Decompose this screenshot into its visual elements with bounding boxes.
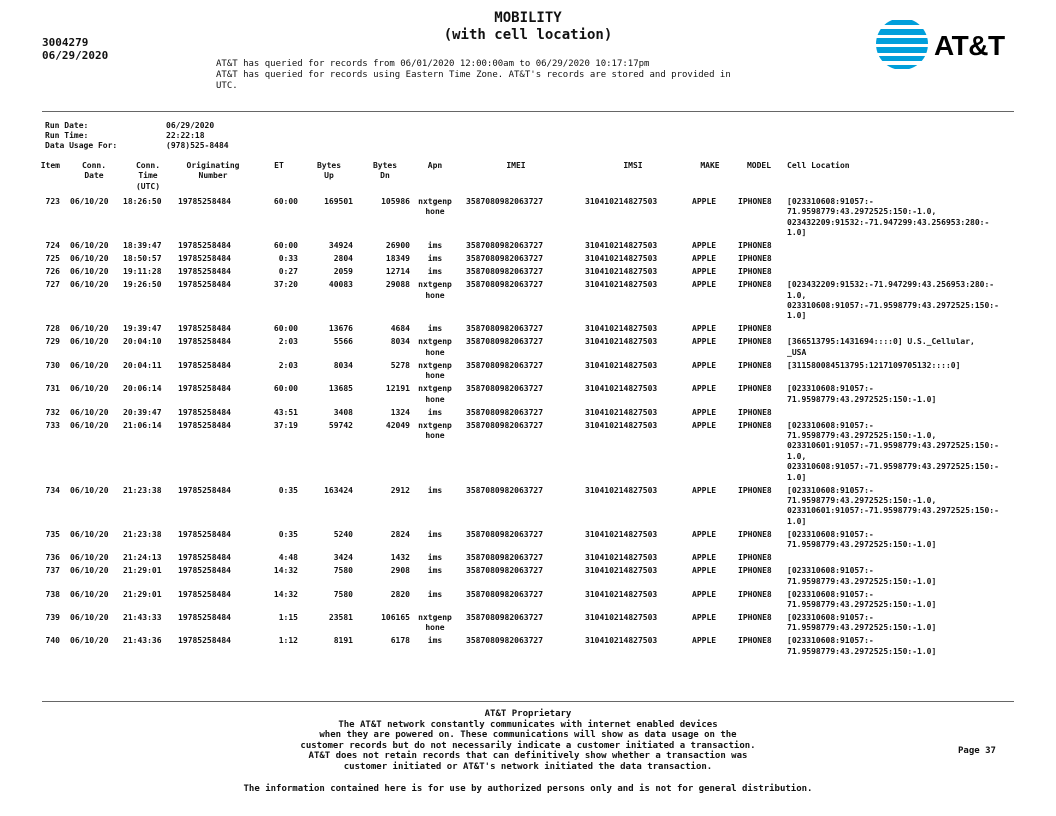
row-item: 726: [45, 267, 60, 277]
table-row: [0, 197, 1056, 241]
row-originating: 19785258484: [178, 420, 231, 430]
row-model: IPHONE8: [738, 553, 772, 563]
row-imsi: 310410214827503: [585, 566, 658, 576]
row-apn: ims: [427, 636, 443, 646]
globe-stripes: [874, 20, 930, 69]
row-originating: 19785258484: [178, 589, 231, 599]
row-imei: 3587080982063727: [466, 360, 544, 370]
row-cell-location: [023432209:91532:-71.947299:43.256953:280:- 1.0, 023310608:91057:-71.9598779:43.2972525:150:- 1.0]: [787, 280, 999, 321]
table-row: [0, 636, 1056, 659]
row-conn-time: 21:06:14: [123, 420, 162, 430]
run-time-value: 22:22:18: [166, 131, 205, 140]
row-apn: ims: [427, 324, 443, 334]
footer-line-1: The AT&T network constantly communicates with internet enabled devices: [338, 719, 718, 730]
row-conn-date: 06/10/20: [70, 529, 109, 539]
row-originating: 19785258484: [178, 407, 231, 417]
row-originating: 19785258484: [178, 636, 231, 646]
row-item: 729: [45, 337, 60, 347]
row-bytes-up: 34924: [328, 241, 353, 251]
table-row: [0, 384, 1056, 407]
run-date-label: Run Date:: [45, 121, 89, 130]
row-originating: 19785258484: [178, 566, 231, 576]
row-et: 0:35: [278, 485, 298, 495]
row-conn-date: 06/10/20: [70, 420, 109, 430]
row-bytes-up: 8191: [333, 636, 353, 646]
row-imsi: 310410214827503: [585, 589, 658, 599]
row-apn: ims: [427, 589, 443, 599]
row-make: APPLE: [692, 267, 717, 277]
row-item: 728: [45, 324, 60, 334]
row-bytes-up: 2059: [333, 267, 353, 277]
row-conn-date: 06/10/20: [70, 384, 109, 394]
row-make: APPLE: [692, 197, 717, 206]
row-originating: 19785258484: [178, 280, 231, 290]
row-et: 60:00: [273, 384, 298, 394]
row-cell-location: [023310608:91057:- 71.9598779:43.2972525:150:-1.0, 023310601:91057:-71.9598779:43.2972525:150:- 1.0, 023310608:91057:-71.9598779:43.2972525:150:- 1.0]: [787, 420, 999, 482]
row-make: APPLE: [692, 407, 717, 417]
row-imsi: 310410214827503: [585, 636, 658, 646]
row-bytes-up: 7580: [333, 566, 353, 576]
row-imei: 3587080982063727: [466, 612, 544, 622]
row-conn-time: 20:06:14: [123, 384, 162, 394]
row-apn: ims: [427, 241, 443, 251]
row-conn-date: 06/10/20: [70, 241, 109, 251]
row-apn: ims: [427, 485, 443, 495]
title-line-2: (with cell location): [443, 27, 613, 43]
header-divider: [42, 111, 1014, 112]
row-imsi: 310410214827503: [585, 553, 658, 563]
row-originating: 19785258484: [178, 612, 231, 622]
row-imei: 3587080982063727: [466, 337, 544, 347]
col-bytes-up: Bytes Up: [316, 161, 342, 181]
row-item: 740: [45, 636, 60, 646]
footer-line-5: customer initiated or AT&T's network initiated the data transaction.: [343, 761, 713, 772]
row-model: IPHONE8: [738, 280, 772, 290]
row-imsi: 310410214827503: [585, 485, 658, 495]
row-item: 737: [45, 566, 60, 576]
row-make: APPLE: [692, 241, 717, 251]
row-model: IPHONE8: [738, 589, 772, 599]
row-conn-time: 18:39:47: [123, 241, 162, 251]
table-row: [0, 566, 1056, 589]
row-item: 733: [45, 420, 60, 430]
row-item: 724: [45, 241, 60, 251]
table-row: [0, 421, 1056, 486]
row-make: APPLE: [692, 589, 717, 599]
row-bytes-dn: 26900: [385, 241, 410, 251]
globe-stripe: [874, 47, 930, 53]
row-originating: 19785258484: [178, 337, 231, 347]
row-bytes-up: 59742: [328, 420, 353, 430]
table-row: [0, 337, 1056, 360]
row-imei: 3587080982063727: [466, 241, 544, 251]
table-row: [0, 361, 1056, 384]
row-bytes-dn: 1432: [390, 553, 410, 563]
footer-proprietary: AT&T Proprietary: [484, 709, 572, 719]
row-imei: 3587080982063727: [466, 420, 544, 430]
row-imsi: 310410214827503: [585, 407, 658, 417]
row-originating: 19785258484: [178, 529, 231, 539]
row-conn-time: 20:04:10: [123, 337, 162, 347]
row-imei: 3587080982063727: [466, 589, 544, 599]
row-model: IPHONE8: [738, 636, 772, 646]
row-item: 734: [45, 485, 60, 495]
col-conn-time: Conn. Time (UTC): [135, 161, 161, 191]
row-cell-location: [023310608:91057:- 71.9598779:43.2972525:150:-1.0]: [787, 384, 937, 404]
row-conn-time: 21:23:38: [123, 529, 162, 539]
row-conn-time: 18:50:57: [123, 254, 162, 264]
row-bytes-dn: 2820: [390, 589, 410, 599]
globe-stripe: [874, 65, 930, 69]
footer-line-4: AT&T does not retain records that can definitively show whether a transaction was: [308, 751, 748, 762]
row-make: APPLE: [692, 420, 717, 430]
row-model: IPHONE8: [738, 485, 772, 495]
row-conn-time: 21:43:36: [123, 636, 162, 646]
table-row: [0, 613, 1056, 636]
row-originating: 19785258484: [178, 553, 231, 563]
row-imsi: 310410214827503: [585, 280, 658, 290]
row-apn: nxtgenp hone: [418, 337, 452, 357]
account-number: 3004279: [42, 36, 89, 49]
table-row: [0, 267, 1056, 280]
row-et: 60:00: [273, 241, 298, 251]
row-bytes-up: 7580: [333, 589, 353, 599]
query-line-1: AT&T has queried for records from 06/01/2020 12:00:00am to 06/29/2020 10:17:17pm: [216, 59, 650, 69]
col-apn: Apn: [427, 161, 443, 170]
table-row: [0, 241, 1056, 254]
col-make: MAKE: [700, 161, 720, 170]
row-model: IPHONE8: [738, 360, 772, 370]
row-bytes-up: 169501: [324, 197, 353, 206]
row-conn-time: 20:04:11: [123, 360, 162, 370]
row-apn: ims: [427, 254, 443, 264]
row-et: 0:33: [278, 254, 298, 264]
row-cell-location: [023310608:91057:- 71.9598779:43.2972525:150:-1.0]: [787, 636, 937, 656]
row-imei: 3587080982063727: [466, 197, 544, 206]
row-conn-date: 06/10/20: [70, 280, 109, 290]
row-bytes-dn: 2912: [390, 485, 410, 495]
row-et: 14:32: [273, 566, 298, 576]
row-imei: 3587080982063727: [466, 280, 544, 290]
row-et: 43:51: [273, 407, 298, 417]
row-bytes-up: 40083: [328, 280, 353, 290]
row-imsi: 310410214827503: [585, 612, 658, 622]
row-imei: 3587080982063727: [466, 636, 544, 646]
row-item: 735: [45, 529, 60, 539]
account-block: [42, 36, 108, 62]
run-date-value: 06/29/2020: [166, 121, 215, 130]
row-apn: ims: [427, 553, 443, 563]
row-bytes-dn: 106165: [381, 612, 410, 622]
col-item: Item: [40, 161, 60, 170]
row-make: APPLE: [692, 384, 717, 394]
table-row: [0, 324, 1056, 337]
row-imei: 3587080982063727: [466, 254, 544, 264]
row-conn-date: 06/10/20: [70, 324, 109, 334]
footer-line-3: customer records but do not necessarily indicate a customer initiated a transaction.: [300, 740, 756, 751]
row-et: 37:19: [273, 420, 298, 430]
col-imsi: IMSI: [623, 161, 643, 170]
table-row: [0, 590, 1056, 613]
row-apn: nxtgenp hone: [418, 197, 452, 217]
footer-notice: [0, 709, 1056, 773]
row-et: 1:12: [278, 636, 298, 646]
row-conn-date: 06/10/20: [70, 485, 109, 495]
row-originating: 19785258484: [178, 384, 231, 394]
row-apn: nxtgenp hone: [418, 612, 452, 633]
row-cell-location: [023310608:91057:- 71.9598779:43.2972525:150:-1.0]: [787, 529, 937, 550]
row-et: 2:03: [278, 360, 298, 370]
row-conn-date: 06/10/20: [70, 197, 109, 206]
row-cell-location: [311580084513795:1217109705132::::0]: [787, 360, 961, 370]
row-model: IPHONE8: [738, 384, 772, 394]
row-imei: 3587080982063727: [466, 553, 544, 563]
row-make: APPLE: [692, 636, 717, 646]
row-bytes-dn: 12191: [385, 384, 410, 394]
globe-stripe: [874, 56, 930, 61]
row-imsi: 310410214827503: [585, 241, 658, 251]
row-conn-time: 21:29:01: [123, 566, 162, 576]
row-conn-date: 06/10/20: [70, 267, 109, 277]
row-apn: ims: [427, 566, 443, 576]
row-et: 4:48: [278, 553, 298, 563]
row-imsi: 310410214827503: [585, 197, 658, 206]
row-conn-time: 19:26:50: [123, 280, 162, 290]
row-item: 736: [45, 553, 60, 563]
row-originating: 19785258484: [178, 254, 231, 264]
globe-stripe: [874, 38, 930, 44]
row-model: IPHONE8: [738, 566, 772, 576]
row-originating: 19785258484: [178, 485, 231, 495]
row-model: IPHONE8: [738, 337, 772, 347]
row-bytes-dn: 18349: [385, 254, 410, 264]
table-row: [0, 408, 1056, 421]
row-bytes-dn: 6178: [390, 636, 410, 646]
row-apn: nxtgenp hone: [418, 384, 452, 404]
row-model: IPHONE8: [738, 267, 772, 277]
footer-divider: [42, 701, 1014, 702]
col-bytes-dn: Bytes Dn: [372, 161, 398, 181]
row-bytes-dn: 2824: [390, 529, 410, 539]
row-make: APPLE: [692, 280, 717, 290]
row-make: APPLE: [692, 254, 717, 264]
att-logo: [870, 16, 1020, 76]
row-et: 60:00: [273, 324, 298, 334]
row-imsi: 310410214827503: [585, 420, 658, 430]
page-number: Page 37: [958, 746, 996, 756]
row-make: APPLE: [692, 324, 717, 334]
table-row: [0, 280, 1056, 324]
row-item: 731: [45, 384, 60, 394]
footer-line-2: when they are powered on. These communications will show as data usage on the: [319, 730, 737, 741]
row-bytes-up: 2804: [333, 254, 353, 264]
usage-table: [0, 161, 1056, 660]
globe-stripe: [874, 29, 930, 35]
row-conn-date: 06/10/20: [70, 566, 109, 576]
row-make: APPLE: [692, 566, 717, 576]
row-et: 1:15: [278, 612, 298, 622]
row-imei: 3587080982063727: [466, 566, 544, 576]
table-row: [0, 254, 1056, 267]
row-bytes-dn: 105986: [381, 197, 410, 206]
row-cell-location: [023310608:91057:- 71.9598779:43.2972525:150:-1.0]: [787, 566, 937, 586]
row-make: APPLE: [692, 612, 717, 622]
globe-stripe: [874, 20, 930, 25]
report-date: 06/29/2020: [42, 49, 109, 62]
row-imsi: 310410214827503: [585, 267, 658, 277]
col-imei: IMEI: [506, 161, 526, 170]
row-conn-time: 21:29:01: [123, 589, 162, 599]
row-imsi: 310410214827503: [585, 337, 658, 347]
row-bytes-dn: 1324: [390, 407, 410, 417]
row-imei: 3587080982063727: [466, 267, 544, 277]
row-model: IPHONE8: [738, 324, 772, 334]
row-bytes-up: 13685: [328, 384, 353, 394]
row-item: 725: [45, 254, 60, 264]
row-cell-location: [023310608:91057:- 71.9598779:43.2972525:150:-1.0, 023310601:91057:-71.9598779:43.2972525:150:- 1.0]: [787, 485, 999, 526]
query-line-2: AT&T has queried for records using Eastern Time Zone. AT&T's records are stored and provided in: [216, 70, 731, 80]
row-et: 2:03: [278, 337, 298, 347]
row-model: IPHONE8: [738, 241, 772, 251]
row-conn-date: 06/10/20: [70, 553, 109, 563]
row-item: 738: [45, 589, 60, 599]
row-conn-date: 06/10/20: [70, 360, 109, 370]
row-make: APPLE: [692, 360, 717, 370]
row-bytes-dn: 29088: [385, 280, 410, 290]
row-et: 0:35: [278, 529, 298, 539]
row-bytes-up: 5240: [333, 529, 353, 539]
row-make: APPLE: [692, 529, 717, 539]
row-conn-time: 19:11:28: [123, 267, 162, 277]
row-originating: 19785258484: [178, 267, 231, 277]
row-bytes-up: 23581: [328, 612, 353, 622]
table-header: [0, 161, 1056, 197]
row-imei: 3587080982063727: [466, 529, 544, 539]
row-et: 37:20: [273, 280, 298, 290]
row-bytes-up: 13676: [328, 324, 353, 334]
title-line-1: MOBILITY: [494, 10, 562, 26]
row-et: 14:32: [273, 589, 298, 599]
row-conn-time: 21:43:33: [123, 612, 162, 622]
row-imei: 3587080982063727: [466, 407, 544, 417]
att-globe-icon: [874, 16, 930, 72]
row-et: 0:27: [278, 267, 298, 277]
table-row: [0, 553, 1056, 566]
row-apn: nxtgenp hone: [418, 280, 452, 300]
row-bytes-up: 3424: [333, 553, 353, 563]
run-time-label: Run Time:: [45, 131, 89, 140]
row-model: IPHONE8: [738, 420, 772, 430]
row-originating: 19785258484: [178, 360, 231, 370]
row-conn-date: 06/10/20: [70, 337, 109, 347]
row-model: IPHONE8: [738, 529, 772, 539]
row-item: 739: [45, 612, 60, 622]
row-apn: ims: [427, 529, 443, 539]
row-originating: 19785258484: [178, 241, 231, 251]
row-bytes-up: 3408: [333, 407, 353, 417]
row-imsi: 310410214827503: [585, 529, 658, 539]
row-conn-date: 06/10/20: [70, 589, 109, 599]
row-conn-time: 18:26:50: [123, 197, 162, 206]
row-imei: 3587080982063727: [466, 485, 544, 495]
row-item: 727: [45, 280, 60, 290]
row-cell-location: [023310608:91057:- 71.9598779:43.2972525:150:-1.0]: [787, 589, 937, 609]
row-apn: nxtgenp hone: [418, 420, 452, 440]
row-conn-date: 06/10/20: [70, 407, 109, 417]
row-model: IPHONE8: [738, 254, 772, 264]
run-info: [45, 121, 229, 151]
row-conn-time: 21:23:38: [123, 485, 162, 495]
row-imei: 3587080982063727: [466, 324, 544, 334]
row-bytes-up: 5566: [333, 337, 353, 347]
row-imsi: 310410214827503: [585, 324, 658, 334]
row-model: IPHONE8: [738, 197, 772, 206]
usage-label: Data Usage For:: [45, 141, 118, 150]
row-bytes-dn: 4684: [390, 324, 410, 334]
usage-number: (978)525-8484: [166, 141, 229, 150]
col-cell-location: Cell Location: [787, 161, 850, 170]
query-line-3: UTC.: [216, 81, 238, 91]
row-conn-date: 06/10/20: [70, 636, 109, 646]
row-cell-location: [023310608:91057:- 71.9598779:43.2972525:150:-1.0, 023432209:91532:-71.947299:43.256953:280:- 1.0]: [787, 197, 990, 238]
row-originating: 19785258484: [178, 324, 231, 334]
row-imsi: 310410214827503: [585, 360, 658, 370]
row-et: 60:00: [273, 197, 298, 206]
row-make: APPLE: [692, 485, 717, 495]
row-bytes-up: 8034: [333, 360, 353, 370]
row-make: APPLE: [692, 337, 717, 347]
row-bytes-dn: 5278: [390, 360, 410, 370]
row-apn: ims: [427, 407, 443, 417]
row-item: 732: [45, 407, 60, 417]
row-item: 730: [45, 360, 60, 370]
col-et: ET: [274, 161, 284, 170]
row-bytes-dn: 2908: [390, 566, 410, 576]
row-model: IPHONE8: [738, 407, 772, 417]
row-conn-time: 20:39:47: [123, 407, 162, 417]
table-row: [0, 486, 1056, 530]
row-imsi: 310410214827503: [585, 384, 658, 394]
row-cell-location: [366513795:1431694::::0] U.S._Cellular, _USA: [787, 337, 975, 357]
row-conn-time: 19:39:47: [123, 324, 162, 334]
row-bytes-dn: 8034: [390, 337, 410, 347]
row-item: 723: [45, 197, 60, 206]
row-apn: nxtgenp hone: [418, 360, 452, 381]
col-conn-date: Conn. Date: [81, 161, 107, 181]
row-cell-location: [023310608:91057:- 71.9598779:43.2972525:150:-1.0]: [787, 612, 937, 633]
row-imei: 3587080982063727: [466, 384, 544, 394]
query-description: [216, 59, 856, 92]
col-model: MODEL: [746, 161, 772, 170]
col-originating: Originating Number: [186, 161, 240, 181]
att-wordmark: AT&T: [934, 30, 1005, 61]
row-make: APPLE: [692, 553, 717, 563]
row-originating: 19785258484: [178, 197, 231, 206]
row-imsi: 310410214827503: [585, 254, 658, 264]
row-conn-date: 06/10/20: [70, 254, 109, 264]
row-conn-time: 21:24:13: [123, 553, 162, 563]
row-bytes-dn: 12714: [385, 267, 410, 277]
distribution-notice: The information contained here is for use by authorized persons only and is not for general distribution.: [243, 784, 813, 794]
table-body: [0, 197, 1056, 660]
row-bytes-up: 163424: [324, 485, 353, 495]
row-conn-date: 06/10/20: [70, 612, 109, 622]
row-model: IPHONE8: [738, 612, 772, 622]
row-bytes-dn: 42049: [385, 420, 410, 430]
table-row: [0, 530, 1056, 553]
row-apn: ims: [427, 267, 443, 277]
